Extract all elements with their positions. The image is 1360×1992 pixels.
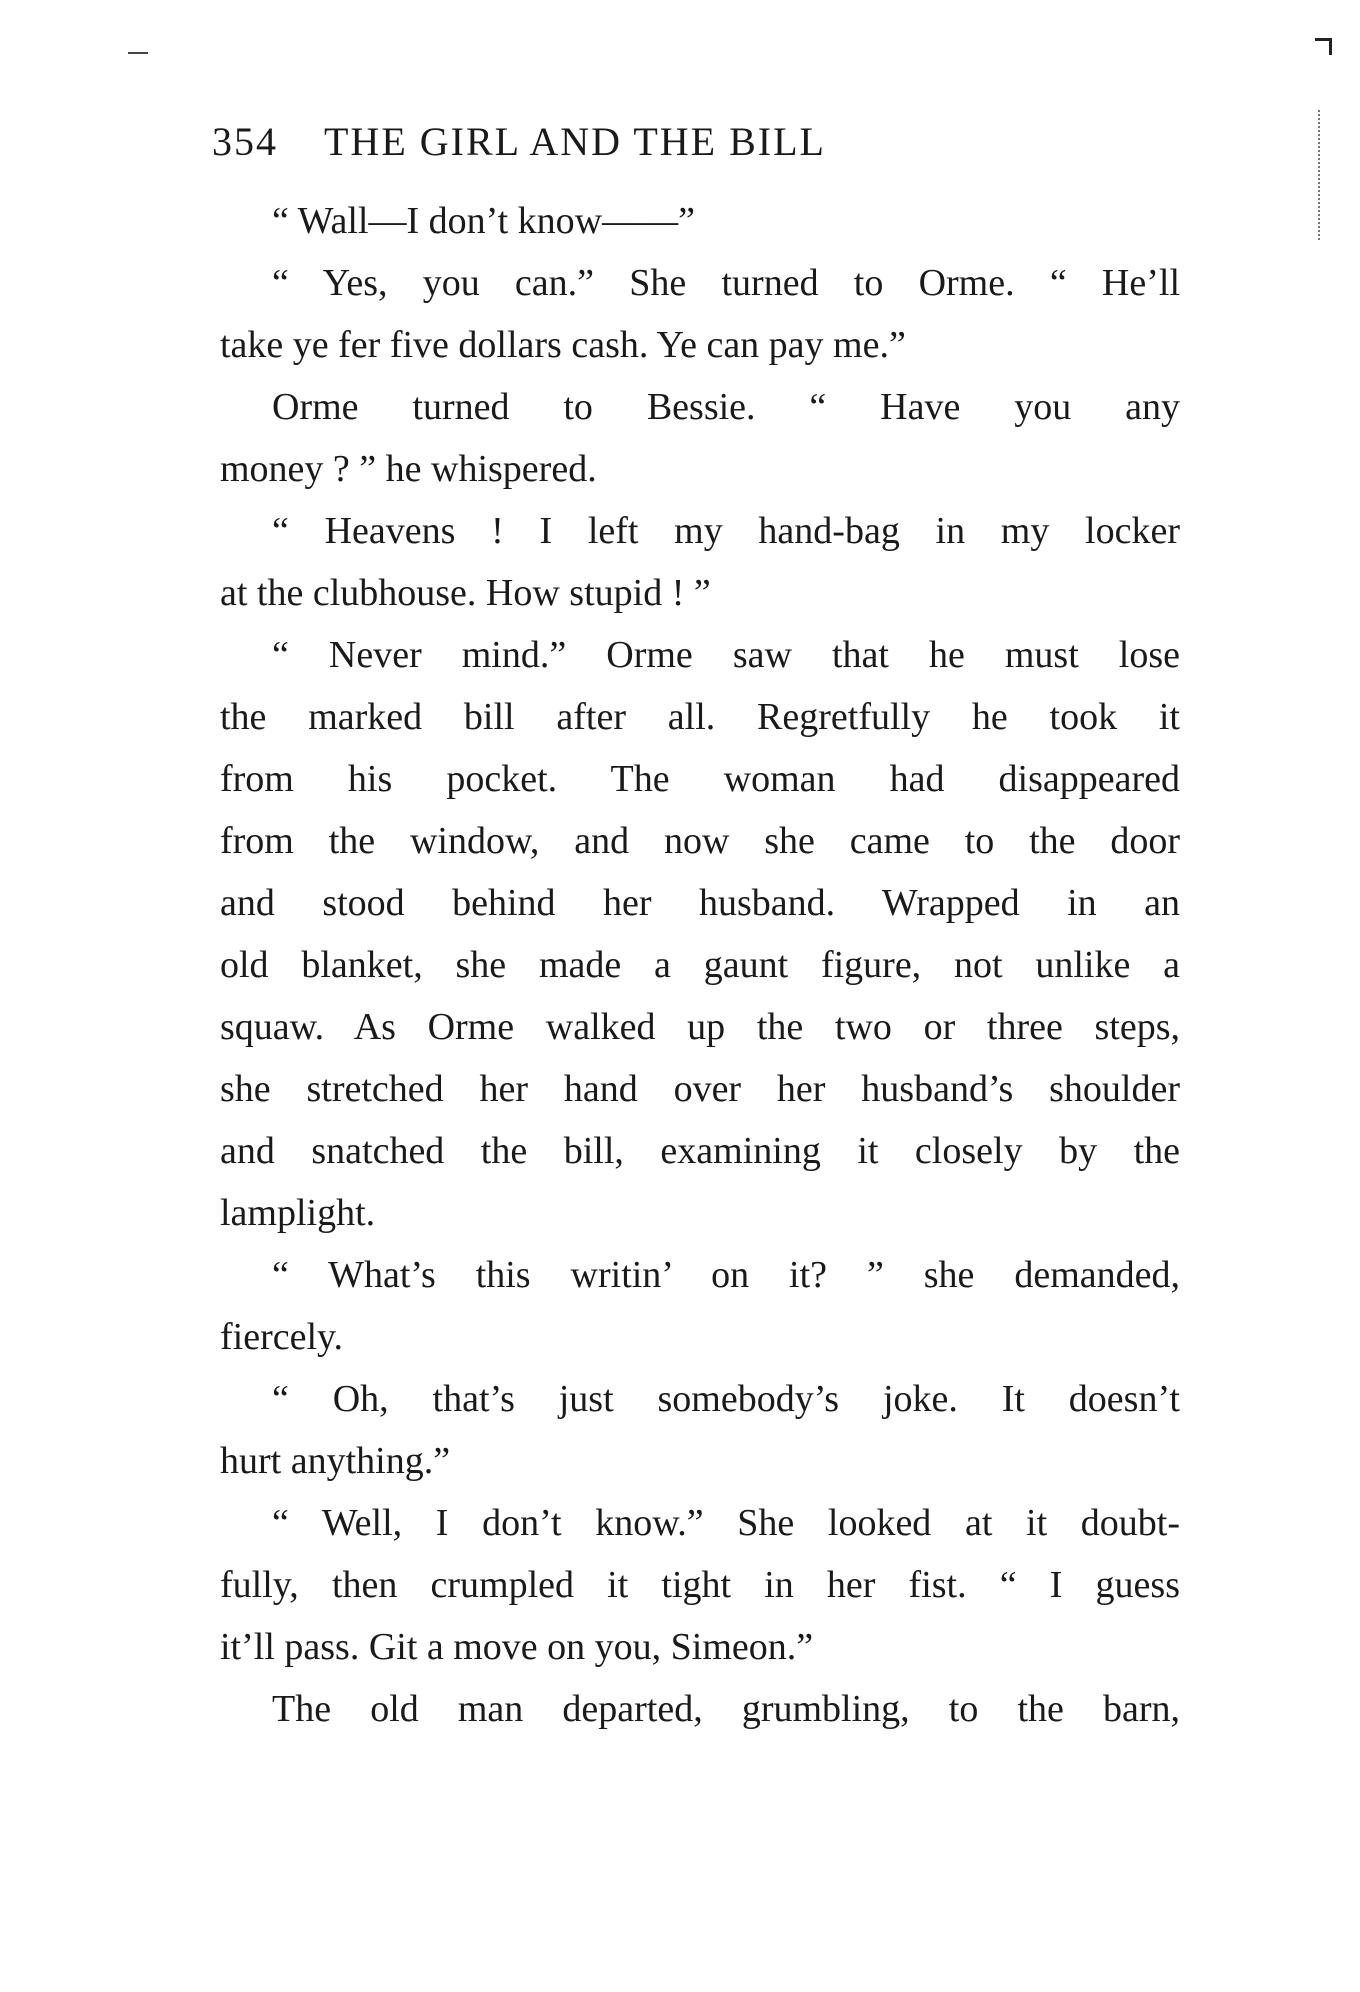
text-line: old blanket, she made a gaunt figure, not unlike a — [220, 944, 1180, 986]
scan-artifact-corner — [1315, 38, 1332, 55]
text-line: from his pocket. The woman had disappeared — [220, 758, 1180, 800]
text-line: it’ll pass. Git a move on you, Simeon.” — [220, 1626, 814, 1668]
text-line: take ye fer five dollars cash. Ye can pay me.” — [220, 324, 906, 366]
text-line: from the window, and now she came to the door — [220, 820, 1180, 862]
text-line: “ Oh, that’s just somebody’s joke. It doesn’t — [272, 1378, 1180, 1420]
text-line: at the clubhouse. How stupid ! ” — [220, 572, 711, 614]
text-line: and snatched the bill, examining it closely by the — [220, 1130, 1180, 1172]
text-line: she stretched her hand over her husband’s shoulder — [220, 1068, 1180, 1110]
text-line: “ Never mind.” Orme saw that he must lose — [272, 634, 1180, 676]
text-line: fiercely. — [220, 1316, 344, 1358]
text-line: “ Well, I don’t know.” She looked at it doubt- — [272, 1502, 1180, 1544]
text-line: the marked bill after all. Regretfully he took it — [220, 696, 1180, 738]
page-number: 354 — [212, 119, 278, 164]
text-line: Orme turned to Bessie. “ Have you any — [272, 386, 1180, 428]
scan-artifact-dash — [128, 52, 148, 54]
text-line: “ Wall—I don’t know——” — [272, 200, 695, 242]
text-line: lamplight. — [220, 1192, 376, 1234]
scan-artifact-edge — [1318, 110, 1320, 240]
text-line: squaw. As Orme walked up the two or three steps, — [220, 1006, 1180, 1048]
text-line: money ? ” he whispered. — [220, 448, 597, 490]
text-line: “ What’s this writin’ on it? ” she demanded, — [272, 1254, 1180, 1296]
text-line: The old man departed, grumbling, to the barn, — [272, 1688, 1180, 1730]
text-line: and stood behind her husband. Wrapped in an — [220, 882, 1180, 924]
text-line: “ Heavens ! I left my hand-bag in my locker — [272, 510, 1180, 552]
running-title: THE GIRL AND THE BILL — [324, 119, 826, 164]
page-header — [212, 118, 1052, 178]
text-line: “ Yes, you can.” She turned to Orme. “ He’ll — [272, 262, 1180, 304]
text-line: fully, then crumpled it tight in her fist. “ I guess — [220, 1564, 1180, 1606]
text-line: hurt anything.” — [220, 1440, 451, 1482]
body-text — [220, 190, 1180, 1740]
